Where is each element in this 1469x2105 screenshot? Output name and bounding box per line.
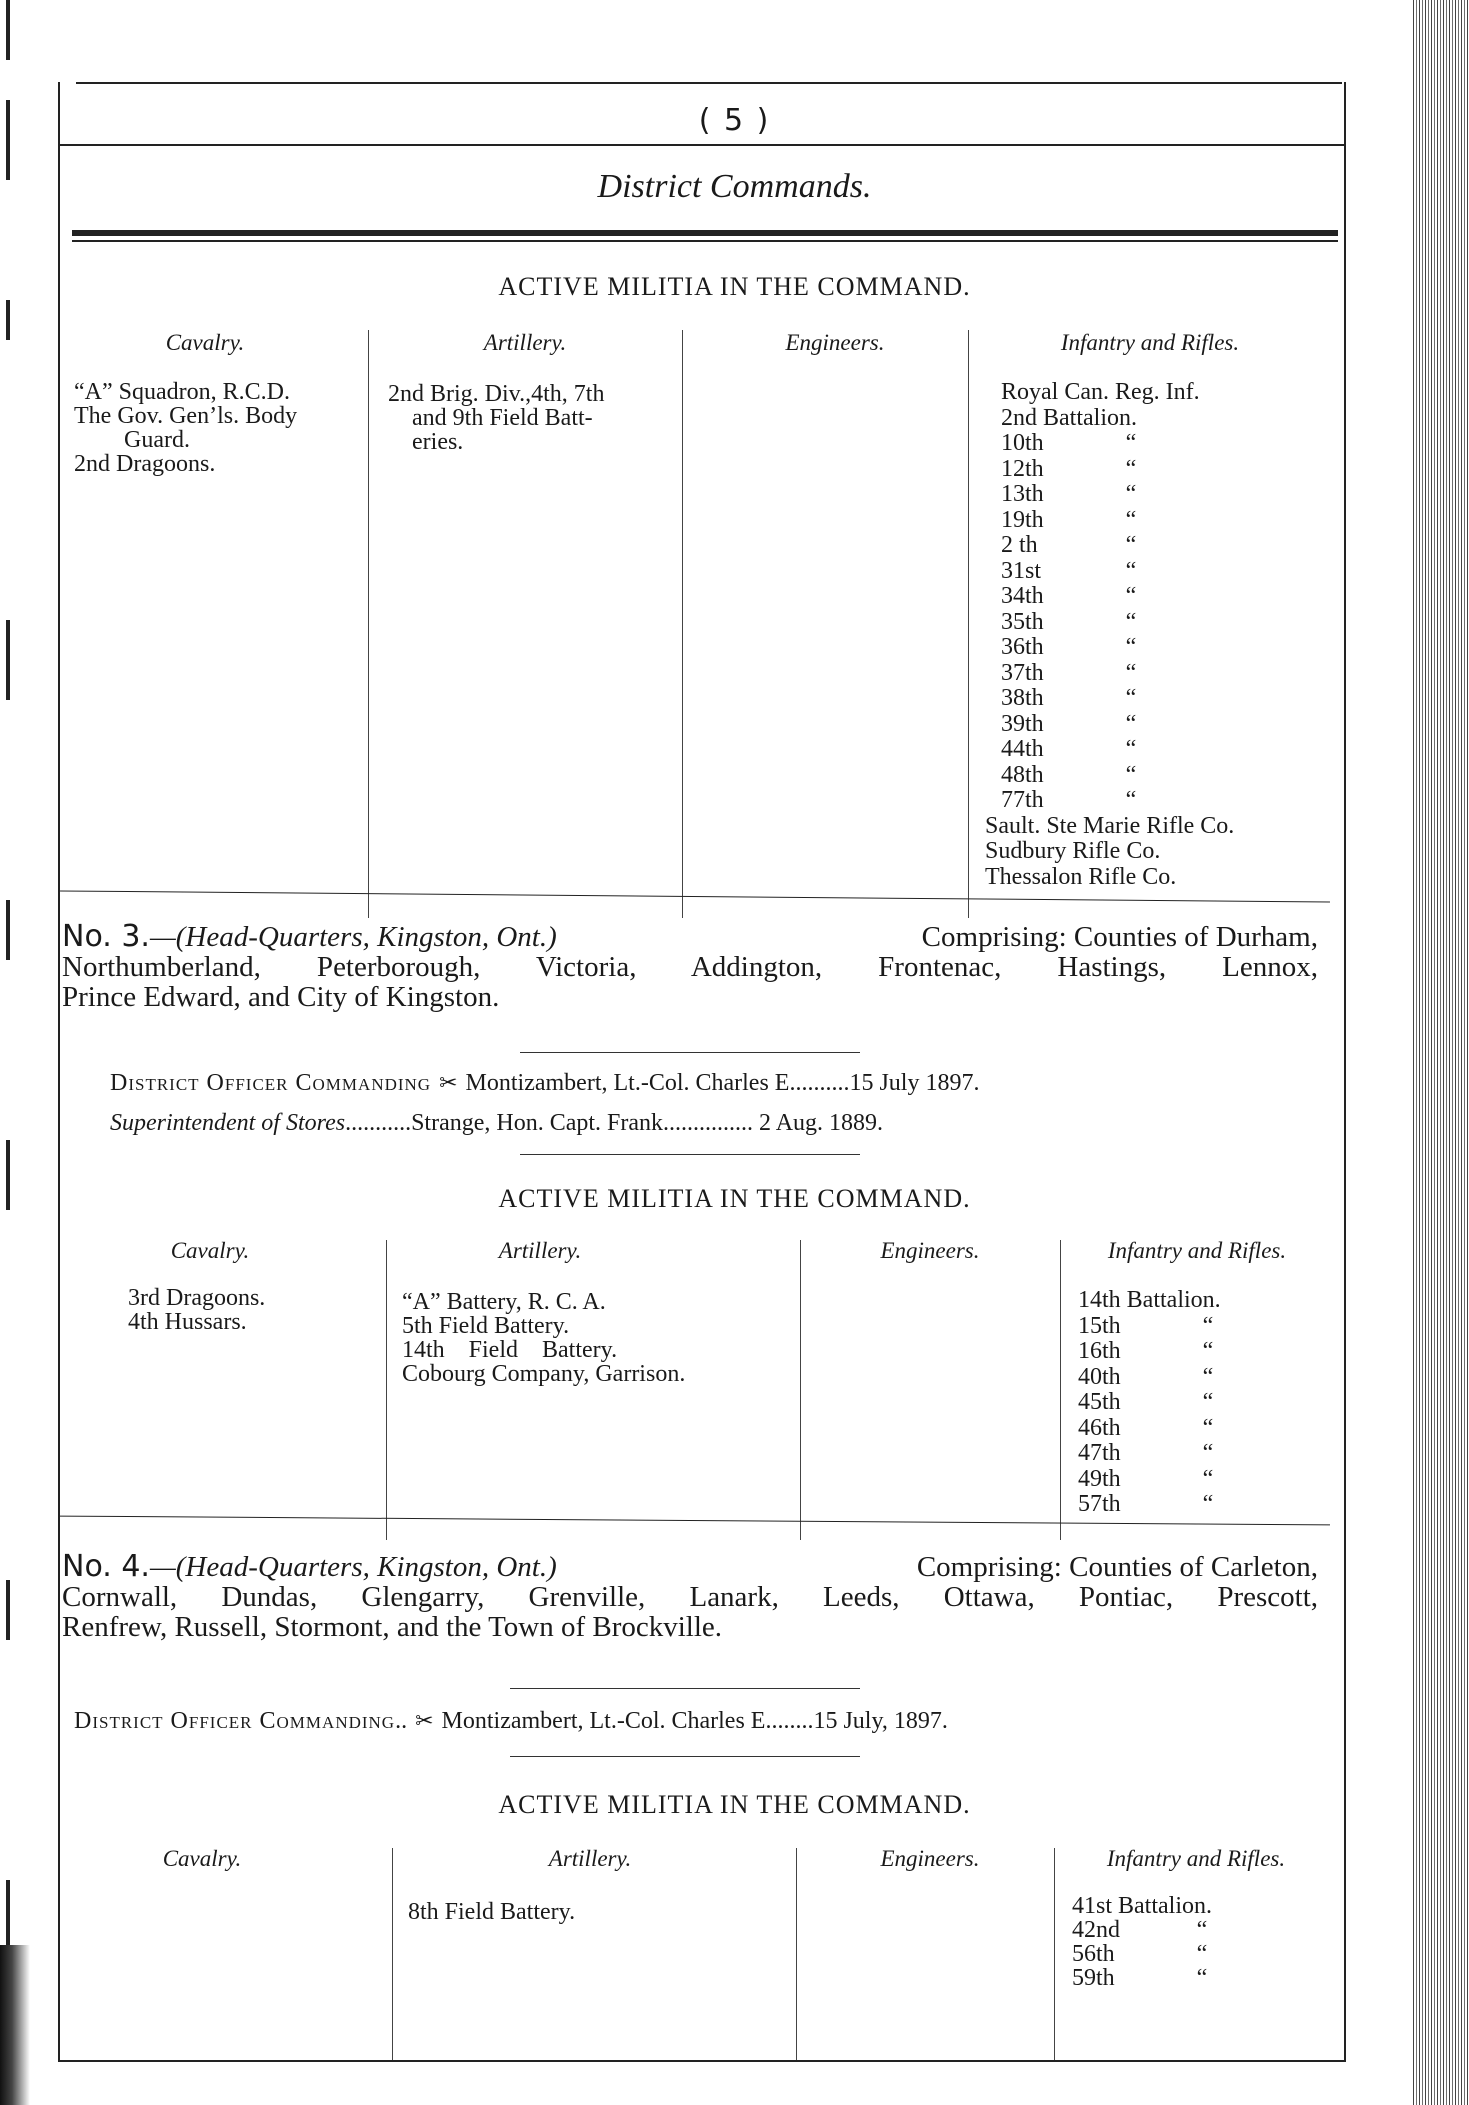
infantry-cell-d4 <box>1072 1894 1332 1990</box>
infantry-entry: Royal Can. Reg. Inf. <box>1001 379 1200 405</box>
infantry-rank-row <box>1078 1467 1338 1493</box>
officer-date: 15 July 1897. <box>849 1070 980 1096</box>
col-divider <box>796 1848 797 2060</box>
col-divider <box>1060 1240 1061 1540</box>
cavalry-entry: “A” Squadron, R.C.D. <box>74 379 290 405</box>
infantry-rank-row <box>1078 1492 1338 1518</box>
infantry-entry: 41st Battalion. <box>1072 1893 1212 1919</box>
page-corner-shadow <box>0 1945 30 2105</box>
infantry-rank-row <box>1001 508 1325 534</box>
infantry-rank: 48th <box>1001 761 1044 788</box>
infantry-rank: 45th <box>1078 1389 1121 1415</box>
infantry-rank-row <box>1001 482 1325 508</box>
artillery-cell-d2 <box>388 382 678 454</box>
officer-date: 15 July, 1897. <box>813 1708 948 1734</box>
infantry-rank: 47th <box>1078 1440 1121 1466</box>
ditto-mark: “ <box>1125 685 1137 711</box>
cavalry-entry: 2nd Dragoons. <box>74 451 216 477</box>
ditto-mark: “ <box>1125 481 1137 507</box>
infantry-rank-row <box>1001 431 1325 457</box>
infantry-cell-d3 <box>1078 1288 1338 1518</box>
officer-title: Superintendent of Stores <box>110 1110 346 1136</box>
ditto-mark: “ <box>1125 761 1137 788</box>
artillery-cell-d3 <box>402 1290 797 1386</box>
cavalry-entry: 3rd Dragoons. <box>128 1285 266 1311</box>
infantry-rank-row <box>1001 686 1325 712</box>
infantry-cell-d2 <box>985 380 1325 890</box>
short-rule <box>510 1756 860 1757</box>
ditto-mark: “ <box>1202 1440 1214 1466</box>
title-thin-rule <box>72 240 1338 242</box>
infantry-rank: 59th <box>1072 1965 1115 1991</box>
scissors-icon: ✂ <box>415 1708 434 1733</box>
officer-name: Montizambert, Lt.-Col. Charles E. <box>465 1070 796 1096</box>
cavalry-entry: 4th Hussars. <box>128 1309 247 1335</box>
infantry-rank: 36th <box>1001 634 1044 660</box>
col-divider <box>368 330 369 918</box>
infantry-rank: 57th <box>1078 1491 1121 1517</box>
infantry-rank: 10th <box>1001 430 1044 456</box>
col-divider <box>682 330 683 918</box>
ditto-mark: “ <box>1196 1965 1208 1991</box>
infantry-rank-row <box>1001 610 1325 636</box>
col-head-infantry-d3: Infantry and Rifles. <box>1107 1238 1287 1263</box>
ditto-mark: “ <box>1202 1363 1214 1390</box>
district-headquarters: —(Head-Quarters, Kingston, Ont.) <box>149 921 557 953</box>
section-heading-d3: ACTIVE MILITIA IN THE COMMAND. <box>498 1184 971 1213</box>
officer-title: District Officer Commanding <box>110 1070 432 1096</box>
officer-name: Strange, Hon. Capt. Frank <box>411 1110 664 1136</box>
col-head-cavalry-d4: Cavalry. <box>162 1846 242 1871</box>
district-comprising: Comprising: Counties of Carleton, <box>916 1551 1318 1583</box>
artillery-entry: 5th Field Battery. <box>402 1313 570 1339</box>
infantry-entry: 2nd Battalion. <box>1001 404 1137 431</box>
artillery-cell-d4 <box>408 1900 788 1924</box>
dot-leader: ........ <box>765 1708 814 1734</box>
ditto-mark: “ <box>1125 532 1137 558</box>
infantry-rank: 40th <box>1078 1363 1121 1390</box>
infantry-rank-row <box>1078 1416 1338 1442</box>
col-divider <box>968 330 969 918</box>
ditto-mark: “ <box>1125 787 1137 813</box>
infantry-rank: 56th <box>1072 1941 1115 1967</box>
artillery-entry: and 9th Field Batt- <box>412 405 593 431</box>
col-head-engineers-d3: Engineers. <box>880 1238 980 1263</box>
ditto-mark: “ <box>1202 1338 1214 1364</box>
infantry-entry: Thessalon Rifle Co. <box>985 863 1177 890</box>
top-rule <box>76 82 1342 84</box>
ditto-mark: “ <box>1202 1414 1214 1441</box>
col-divider <box>1054 1848 1055 2060</box>
infantry-rank-row <box>1001 533 1325 559</box>
artillery-entry: 14th Field Battery. <box>402 1337 618 1363</box>
section-heading-d2: ACTIVE MILITIA IN THE COMMAND. <box>498 272 971 301</box>
officer-row-d3-doc <box>110 1070 979 1097</box>
infantry-rank-row <box>1078 1314 1338 1340</box>
infantry-rank-row <box>1001 457 1325 483</box>
col-head-artillery-d3: Artillery. <box>498 1238 582 1263</box>
cavalry-cell-d3 <box>128 1286 378 1334</box>
col-head-infantry-d2: Infantry and Rifles. <box>1060 330 1240 355</box>
infantry-rank: 12th <box>1001 455 1044 482</box>
infantry-rank: 16th <box>1078 1338 1121 1364</box>
district-counties-line: Cornwall, Dundas, Glengarry, Grenville, Lanark, Leeds, Ottawa, Pontiac, Prescott, <box>62 1581 1318 1613</box>
ditto-mark: “ <box>1125 455 1137 482</box>
ditto-mark: “ <box>1202 1389 1214 1415</box>
dot-leader: ........... <box>345 1110 412 1136</box>
col-head-cavalry-d2: Cavalry. <box>165 330 245 355</box>
infantry-rank-row <box>1001 661 1325 687</box>
infantry-rank-row <box>1072 1942 1332 1966</box>
district-number: No. 3. <box>62 919 150 954</box>
cavalry-cell-d2 <box>74 380 364 476</box>
short-rule <box>520 1154 860 1155</box>
infantry-rank: 42nd <box>1072 1917 1120 1943</box>
title-thick-rule <box>72 230 1338 236</box>
ditto-mark: “ <box>1202 1491 1214 1517</box>
short-rule <box>510 1688 860 1689</box>
infantry-rank: 13th <box>1001 481 1044 507</box>
ditto-mark: “ <box>1125 736 1137 762</box>
ditto-mark: “ <box>1125 583 1137 609</box>
infantry-rank: 77th <box>1001 787 1044 813</box>
artillery-entry: Cobourg Company, Garrison. <box>402 1361 686 1387</box>
infantry-entry: Sudbury Rifle Co. <box>985 838 1161 864</box>
officer-name: Montizambert, Lt.-Col. Charles E <box>441 1708 766 1734</box>
officer-title: District Officer Commanding <box>74 1708 396 1734</box>
infantry-rank-row <box>1072 1966 1332 1990</box>
district-number: No. 4. <box>62 1549 150 1584</box>
page-number: ( 5 ) <box>698 103 771 138</box>
infantry-rank-list <box>985 431 1325 814</box>
officer-row-d4-doc <box>74 1708 948 1735</box>
ditto-mark: “ <box>1202 1465 1214 1492</box>
infantry-rank-row <box>1078 1339 1338 1365</box>
ditto-mark: “ <box>1125 557 1137 584</box>
district-counties-line: Renfrew, Russell, Stormont, and the Town of Brockville. <box>62 1611 723 1643</box>
cavalry-entry: Guard. <box>124 427 190 453</box>
infantry-rank-row <box>1078 1390 1338 1416</box>
ditto-mark: “ <box>1125 659 1137 686</box>
district-counties-line: Northumberland, Peterborough, Victoria, Addington, Frontenac, Hastings, Lennox, <box>62 951 1318 983</box>
page-title: District Commands. <box>597 168 872 205</box>
infantry-rank-row <box>1078 1365 1338 1391</box>
infantry-rank: 2 th <box>1001 532 1038 558</box>
infantry-rank-list <box>1072 1918 1332 1990</box>
infantry-rank-row <box>1001 788 1325 814</box>
infantry-rank: 38th <box>1001 685 1044 711</box>
infantry-entry: 14th Battalion. <box>1078 1287 1221 1313</box>
ditto-mark: “ <box>1196 1941 1208 1967</box>
ditto-mark: “ <box>1202 1312 1214 1339</box>
infantry-rank-row <box>1078 1441 1338 1467</box>
district-4-description <box>62 1549 1318 1643</box>
infantry-rank-row <box>1072 1918 1332 1942</box>
infantry-rank: 19th <box>1001 506 1044 533</box>
infantry-rank: 35th <box>1001 608 1044 635</box>
infantry-rank: 34th <box>1001 583 1044 609</box>
col-divider <box>800 1240 801 1540</box>
col-head-infantry-d4: Infantry and Rifles. <box>1106 1846 1286 1871</box>
infantry-rank: 15th <box>1078 1312 1121 1339</box>
cavalry-entry: The Gov. Gen’ls. Body <box>74 403 298 429</box>
artillery-entry: eries. <box>412 429 464 455</box>
col-head-engineers-d2: Engineers. <box>785 330 885 355</box>
dot-leader: ............... <box>663 1110 754 1136</box>
artillery-entry: 2nd Brig. Div.,4th, 7th <box>388 381 605 407</box>
officer-date: 2 Aug. 1889. <box>759 1110 884 1136</box>
infantry-rank-row <box>1001 737 1325 763</box>
dot-leader: ......... <box>795 1070 850 1096</box>
officer-row-d3-stores <box>110 1110 883 1137</box>
ditto-mark: “ <box>1125 608 1137 635</box>
ditto-mark: “ <box>1125 634 1137 660</box>
infantry-rank: 31st <box>1001 557 1042 584</box>
infantry-rank: 46th <box>1078 1414 1121 1441</box>
infantry-rank: 37th <box>1001 659 1044 686</box>
infantry-rank-row <box>1001 584 1325 610</box>
district-counties-line: Prince Edward, and City of Kingston. <box>62 981 500 1013</box>
infantry-entry: Sault. Ste Marie Rifle Co. <box>985 812 1235 839</box>
section-heading-d4: ACTIVE MILITIA IN THE COMMAND. <box>498 1790 971 1819</box>
ditto-mark: “ <box>1125 506 1137 533</box>
infantry-rank-row <box>1001 635 1325 661</box>
artillery-entry: 8th Field Battery. <box>408 1899 576 1925</box>
col-head-engineers-d4: Engineers. <box>880 1846 980 1871</box>
infantry-rank-row <box>1001 559 1325 585</box>
col-head-cavalry-d3: Cavalry. <box>170 1238 250 1263</box>
header-rule <box>58 144 1344 146</box>
infantry-rank: 49th <box>1078 1465 1121 1492</box>
col-head-artillery-d4: Artillery. <box>548 1846 632 1871</box>
infantry-rank-row <box>1001 763 1325 789</box>
dot-leader: .. <box>395 1708 408 1734</box>
artillery-entry: “A” Battery, R. C. A. <box>402 1289 606 1315</box>
infantry-rank-row <box>1001 712 1325 738</box>
col-divider <box>392 1848 393 2060</box>
infantry-rank: 44th <box>1001 736 1044 762</box>
short-rule <box>520 1052 860 1053</box>
ditto-mark: “ <box>1125 710 1137 737</box>
district-comprising: Comprising: Counties of Durham, <box>921 921 1318 953</box>
ditto-mark: “ <box>1196 1917 1208 1943</box>
district-headquarters: —(Head-Quarters, Kingston, Ont.) <box>149 1551 557 1583</box>
infantry-rank: 39th <box>1001 710 1044 737</box>
col-head-artillery-d2: Artillery. <box>483 330 567 355</box>
scissors-icon: ✂ <box>439 1070 458 1095</box>
infantry-rank-list <box>1078 1314 1338 1518</box>
col-divider <box>386 1240 387 1540</box>
ditto-mark: “ <box>1125 430 1137 456</box>
district-3-description <box>62 919 1318 1013</box>
